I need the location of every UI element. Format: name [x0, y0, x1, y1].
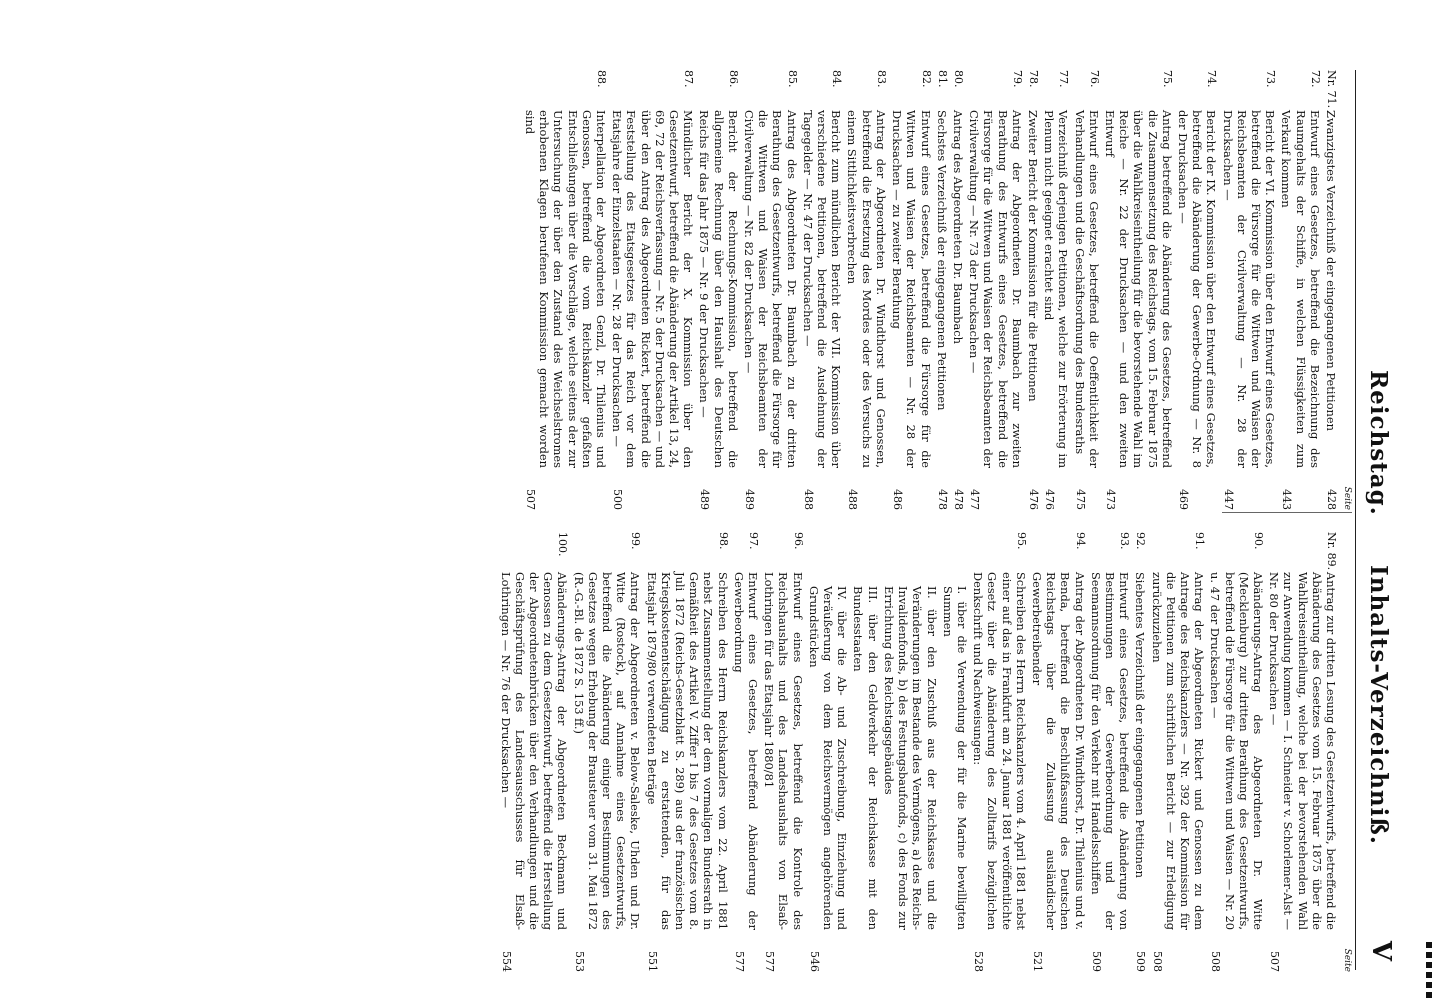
entry-number: 95.: [1014, 532, 1028, 550]
entry-page: 488: [801, 489, 815, 510]
toc-entry: [1026, 70, 1040, 510]
toc-entry: [1279, 70, 1322, 510]
right-entries: [496, 532, 1338, 972]
entry-title: Entwurf eines Gesetzes, betreffend die Abänderung von Bestimmungen der Gewerbeordnung und der Seemannsordnung für den Verkehr mit Handelsschiffen: [1088, 572, 1132, 930]
entry-title: Abänderungs-Antrag des Abgeordneten Dr. Witte (Mecklenburg) zur dritten Berathung des Gesetzentwurfs, betreffend die Fürsorge für die Wittwen und Waisen — Nr. 20 u. 47 der Drucksachen —: [1208, 572, 1265, 930]
entry-page: 551: [645, 951, 659, 972]
entry-page: 486: [891, 489, 905, 510]
entry-number: 72.: [1308, 70, 1322, 88]
entry-title: Bericht der VI. Kommission über den Entwurf eines Gesetzes, betreffend die Fürsorge für die Wittwen und Waisen der Reichsbeamten der Civilverwaltung — Nr. 28 der Drucksachen —: [1220, 110, 1278, 468]
toc-entry: [1267, 532, 1338, 972]
entry-page: 476: [1026, 489, 1040, 510]
toc-entry: [1220, 70, 1277, 510]
entry-title: Bericht der Rechnungs-Kommission, betreffend die allgemeine Rechnung über den Haushalt des Deutschen Reichs für das Jahr 1875 — Nr. 9 der Drucksachen —: [697, 110, 740, 468]
seite-label-right: Seite: [1342, 948, 1352, 972]
entry-page: 475: [1073, 489, 1087, 510]
entry-page: 428: [1325, 489, 1338, 510]
toc-entry: [610, 70, 695, 510]
entry-title: Antrag der Abgeordneten Dr. Baumbach zur zweiten Berathung des Entwurfs eines Gesetzes, betreffend die Fürsorge für die Wittwen und Waisen der Reichsbeamten der Civilverwaltung — Nr. 73 der Drucksachen —: [967, 110, 1024, 468]
entry-page: 488: [846, 489, 860, 510]
entry-page: 528: [972, 951, 986, 972]
entry-number: 84.: [830, 70, 844, 88]
entry-number: Nr. 71.: [1325, 70, 1338, 109]
toc-entry: [1133, 532, 1147, 972]
entry-number: 91.: [1193, 532, 1207, 550]
entry-number: 90.: [1251, 532, 1265, 550]
entry-title: Antrag der Abgeordneten Dr. Windthorst und Genossen, betreffend die Ersetzung des Mordes oder des Versuchs zu einem Sittlichkeitsverbrechen: [845, 110, 888, 468]
entry-title: Antrag der Abgeordneten Rickert und Genossen zu dem Antrage des Reichskanzlers — Nr. 392 der Kommission für die Petitionen zum schriftlichen Bericht — zur Erledigung zurückzuziehen: [1149, 572, 1207, 930]
entry-number: 97.: [747, 532, 761, 550]
header-right-title: Inhalts-Verzeichniß.: [1365, 565, 1392, 845]
entry-title: Entwurf eines Gesetzes, betreffend die Fürsorge für die Wittwen und Waisen der Reichsbeamten — Nr. 28 der Drucksachen — zu zweiter Berathung: [890, 110, 933, 468]
entry-title: IV. über die Ab- und Zuschreibung, Einziehung und Veräußerung von dem Reichsvermögen angehörenden Grundstücken: [806, 586, 850, 930]
toc-entry: [1176, 70, 1219, 510]
entry-page: 553: [572, 951, 586, 972]
entry-title: Antrag des Abgeordneten Dr. Baumbach: [950, 110, 965, 344]
entry-title: Abänderungs-Antrag der Abgeordneten Beckmann und Genossen zu dem Gesetzentwurf, betreffend die Herstellung der Abgeordnetenbrücken über den Verhandlungen und die Geschäftsprüfung des Landesausschusses für Elsaß-Lothringen — Nr. 76 der Drucksachen —: [498, 572, 570, 930]
entry-number: 88.: [595, 70, 609, 88]
toc-entry: [851, 532, 879, 972]
entry-page: 508: [1209, 951, 1223, 972]
entry-page: 509: [1134, 951, 1148, 972]
page-number-roman: V: [1366, 940, 1396, 962]
toc-entry: [845, 70, 888, 510]
entry-page: 507: [524, 489, 538, 510]
entry-title: Bericht zum mündlichen Bericht der VII. Kommission über verschiedene Petitionen, betreffend die Ausdehnung der Tagegelder — Nr. 47 der Drucksachen —: [800, 110, 844, 468]
toc-entry: [1324, 70, 1338, 510]
left-entries: [521, 70, 1338, 510]
right-column: [112, 532, 1352, 972]
toc-entry: [1089, 532, 1132, 972]
toc-entry: [732, 532, 760, 972]
entry-title: Verzeichniß derjenigen Petitionen, welche zur Erörterung im Plenum nicht geeignet erachtet sind: [1042, 110, 1071, 468]
entry-page: 546: [807, 951, 821, 972]
toc-entry: [971, 532, 1028, 972]
toc-entry: [762, 532, 805, 972]
toc-entry: [1072, 70, 1100, 510]
entry-number: Nr. 89.: [1325, 532, 1338, 571]
entry-page: 577: [763, 951, 777, 972]
entry-number: 85.: [785, 70, 799, 88]
entry-number: 74.: [1205, 70, 1219, 88]
entry-number: 81.: [935, 70, 949, 88]
toc-entry: [742, 70, 799, 510]
entry-title: Antrag des Abgeordneten Dr. Baumbach zu der dritten Berathung des Gesetzentwurfs, betreffend die Fürsorge für die Wittwen und Waisen der Reichsbeamten der Civilverwaltung — Nr. 82 der Drucksachen —: [742, 110, 799, 468]
toc-entry: [1042, 70, 1070, 510]
entry-number: 92.: [1134, 532, 1148, 550]
running-header: [1355, 70, 1396, 970]
toc-entry: [1103, 70, 1174, 510]
toc-entry: [644, 532, 729, 972]
entry-title: I. über die Verwendung der für die Marine bewilligten Summen: [940, 586, 969, 930]
toc-entry: [571, 532, 642, 972]
entry-page: 508: [1150, 951, 1164, 972]
entry-number: 77.: [1057, 70, 1071, 88]
entry-page: 577: [732, 951, 746, 972]
entry-page: 478: [951, 489, 965, 510]
column-divider: [1222, 512, 1352, 513]
entry-title: Entwurf eines Gesetzes, betreffend die Bezeichnung des Raumgehalts der Schiffe, in welchen Flüssigkeiten zum Verkauf kommen: [1279, 110, 1322, 468]
entry-title: Siebentes Verzeichniß der eingegangenen Petitionen: [1133, 572, 1148, 878]
entry-number: 75.: [1160, 70, 1174, 88]
header-left-title: Reichstag.: [1365, 370, 1392, 516]
entry-title: Entwurf eines Gesetzes, betreffend die Kontrole des Reichshaushalts und des Landeshaushalts von Elsaß-Lothringen für das Etatsjahr 1880/81: [762, 572, 805, 930]
entry-number: 96.: [791, 532, 805, 550]
entry-title: Antrag der Abgeordneten v. Below-Saleske, Uhden und Dr. Witte (Rostock), auf Annahme eines Gesetzentwurfs, betreffend die Abänderung einiger Bestimmungen des Gesetzes wegen Erhebung der Brausteuer vom 31. Mai 1872 (R.-G.-Bl. de 1872 S. 153 ff.): [571, 572, 643, 930]
entry-page: 469: [1176, 489, 1190, 510]
entry-number: 98.: [716, 532, 730, 550]
entry-number: 80.: [951, 70, 965, 88]
entry-number: 87.: [682, 70, 696, 88]
toc-entry: [807, 532, 850, 972]
toc-entry: [523, 70, 608, 510]
entry-page: 443: [1280, 489, 1294, 510]
entry-title: Antrag zur dritten Lesung des Gesetzentwurfs, betreffend die Abänderung des Gesetzes vom 15. Februar 1875 über die Wahlkreiseintheilung, welche bei der bevorstehenden Wahl zur Anwendung kommen — I. Schneider v. Schorlemer-Alst — Nr. 80 der Drucksachen —: [1267, 572, 1338, 930]
entry-page: 507: [1268, 951, 1282, 972]
toc-entry: [697, 70, 740, 510]
entry-page: 489: [743, 489, 757, 510]
entry-title: Antrag betreffend die Abänderung des Gesetzes, betreffend die Zusammensetzung des Reichstags, vom 15. Februar 1875 über die Wahlkreiseintheilung für die bevorstehende Wahl im Reiche — Nr. 22 der Drucksachen — und den zweiten Entwurf: [1102, 110, 1174, 468]
entry-title: Interpellation der Abgeordneten Genzl, Dr. Thilenius und Genossen, betreffend die vom Reichskanzler gefaßten Entschließungen über die Vorschläge, welche seitens der zur Untersuchung der über den Zustand des Weichselstromes erhobenen Klagen berufenen Kommission gemacht worden sind: [523, 110, 609, 468]
page-edge-mark: [1426, 942, 1432, 1000]
entry-title: II. über den Zuschuß aus der Reichskasse und die Veränderungen im Bestande des Vermögens, a) des Reichs-Invalidenfonds, b) des Festungsbaufonds, c) des Fonds zur Errichtung des Reichstagsgebäudes: [881, 586, 939, 930]
entry-number: 94.: [1073, 532, 1087, 550]
toc-entry: [967, 70, 1024, 510]
entry-number: 79.: [1010, 70, 1024, 88]
toc-entry: [1030, 532, 1087, 972]
entry-title: Sechstes Verzeichniß der eingegangenen Petitionen: [934, 110, 949, 411]
entry-number: 86.: [726, 70, 740, 88]
toc-entry: [498, 532, 569, 972]
entry-title: Entwurf eines Gesetzes, betreffend die Oeffentlichkeit der Verhandlungen und die Geschäftsordnung des Bundesraths: [1072, 110, 1101, 468]
entry-number: 83.: [874, 70, 888, 88]
entry-title: Schreiben des Herrn Reichskanzlers vom 4. April 1881 nebst einer auf das in Frankfurt am 24. Januar 1881 veröffentlichte Gesetz über die Abänderung des Zolltarifs bezüglichen Denkschrift und Nachweisungen:: [971, 572, 1028, 930]
entry-page: 447: [1221, 489, 1235, 510]
entry-page: 478: [935, 489, 949, 510]
entry-page: 500: [611, 489, 625, 510]
entry-page: 521: [1030, 951, 1044, 972]
toc-entry: [801, 70, 844, 510]
entry-number: 99.: [629, 532, 643, 550]
entry-page: 509: [1089, 951, 1103, 972]
entry-title: III. über den Geldverkehr der Reichskasse mit den Bundesstaaten: [851, 586, 880, 930]
entry-number: 73.: [1264, 70, 1278, 88]
entry-title: Entwurf eines Gesetzes, betreffend Abänderung der Gewerbeordnung: [731, 572, 761, 930]
entry-page: 473: [1103, 489, 1117, 510]
toc-entry: [882, 532, 939, 972]
entry-title: Bericht der IX. Kommission über den Entwurf eines Gesetzes, betreffend die Abänderung der Gewerbe-Ordnung — Nr. 8 der Drucksachen —: [1175, 110, 1219, 468]
entry-number: 78.: [1026, 70, 1040, 88]
entry-page: 554: [499, 951, 513, 972]
seite-label-left: Seite: [1342, 486, 1352, 510]
entry-number: 100.: [556, 532, 570, 557]
entry-page: 489: [698, 489, 712, 510]
entry-title: Mündlicher Bericht der X. Kommission über den Gesetzentwurf, betreffend die Abänderung der Artikel 13, 24, 69, 72 der Reichsverfassung — Nr. 5 der Drucksachen — und über den Antrag des Abgeordneten Rickert, betreffend die Feststellung des Etatsgesetzes für das Reich vor dem Etatsjahre der Einzelstaaten — Nr. 28 der Drucksachen —: [610, 110, 696, 468]
entry-title: Zwanzigstes Verzeichniß der eingegangenen Petitionen: [1324, 110, 1338, 431]
toc-entry: [935, 70, 949, 510]
entry-title: Zweiter Bericht der Kommission für die Petitionen: [1025, 110, 1040, 402]
toc-entry: [1149, 532, 1206, 972]
entry-page: 476: [1043, 489, 1057, 510]
toc-entry: [890, 70, 933, 510]
toc-entry: [941, 532, 969, 972]
entry-page: 477: [968, 489, 982, 510]
toc-entry: [1208, 532, 1265, 972]
entry-number: 93.: [1118, 532, 1132, 550]
entry-number: 76.: [1087, 70, 1101, 88]
entry-title: Antrag der Abgeordneten Dr. Windthorst, Dr. Thilenius und v. Benda, betreffend die Beschlußfassung des Deutschen Reichstags über die Zulassung ausländischer Gewerbetreibender: [1029, 572, 1087, 930]
entry-number: 82.: [919, 70, 933, 88]
toc-entry: [951, 70, 965, 510]
left-column: [112, 70, 1352, 510]
entry-title: Schreiben des Herrn Reichskanzlers vom 22. April 1881 nebst Zusammenstellung der dem vormaligen Bundesrath in Gemäßheit des Artikel V. Ziffer I bis 7 des Gesetzes vom 8. Juli 1872 (Reichs-Gesetzblatt S. 289) aus der französischen Kriegskostenentschädigung zu erstattenden, für das Etatsjahr 1879/80 verwendeten Beträge: [644, 572, 730, 930]
